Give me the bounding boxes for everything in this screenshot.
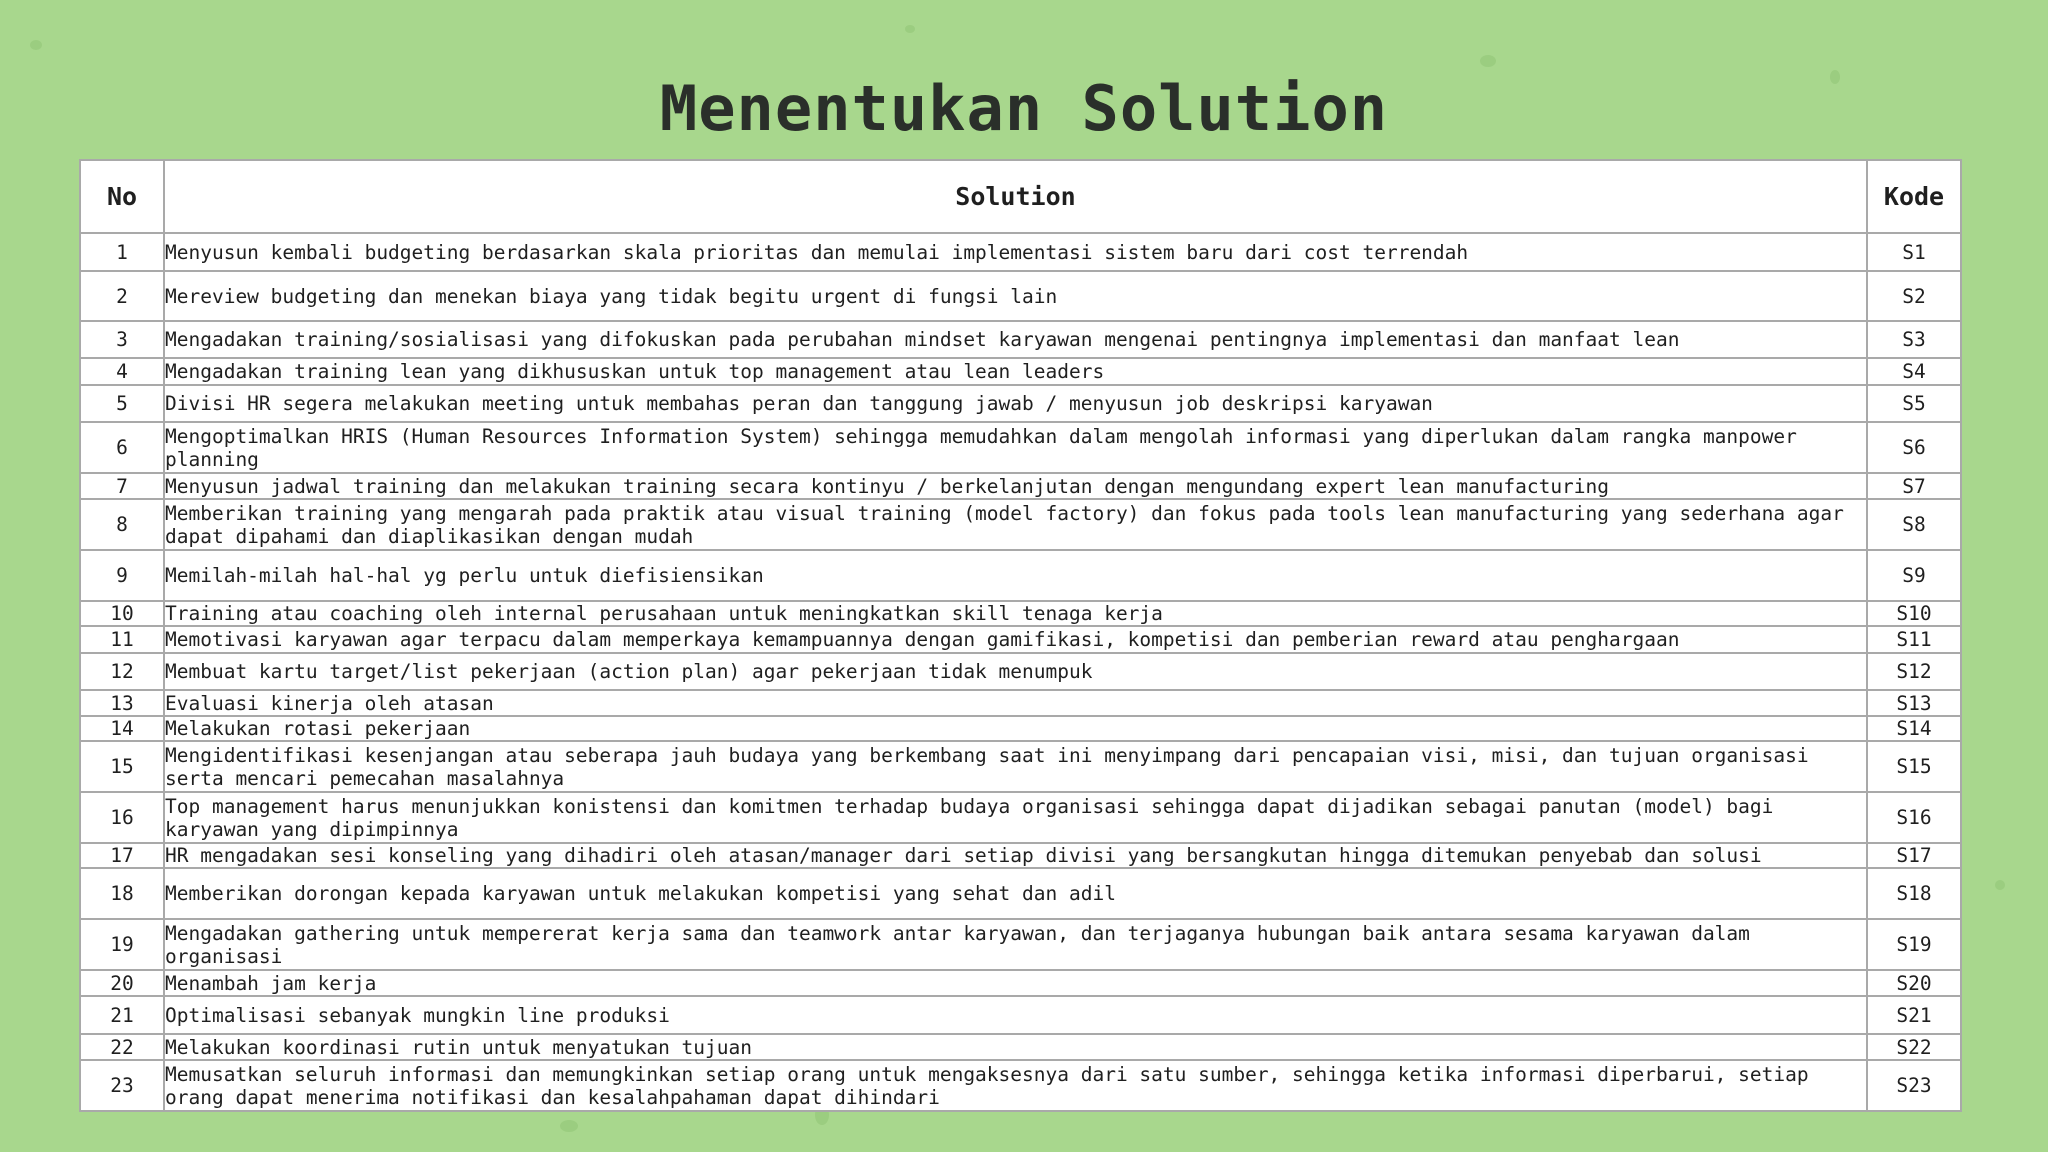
row-no: 7 [80, 473, 164, 499]
table-row [80, 550, 1961, 601]
row-no: 14 [80, 716, 164, 741]
table-row [80, 473, 1961, 499]
table-row [80, 996, 1961, 1034]
row-no: 13 [80, 690, 164, 716]
table-row [80, 358, 1961, 385]
row-no: 19 [80, 919, 164, 970]
background-speck [1480, 55, 1496, 67]
row-no: 2 [80, 271, 164, 321]
row-solution: Optimalisasi sebanyak mungkin line produksi [164, 996, 1867, 1034]
row-no: 10 [80, 601, 164, 626]
row-no: 8 [80, 499, 164, 550]
row-kode: S18 [1867, 868, 1961, 919]
row-no: 17 [80, 843, 164, 868]
row-solution: Divisi HR segera melakukan meeting untuk membahas peran dan tanggung jawab / menyusun job deskripsi karyawan [164, 385, 1867, 422]
row-solution: Memilah-milah hal-hal yg perlu untuk diefisiensikan [164, 550, 1867, 601]
table-row [80, 843, 1961, 868]
table-row [80, 792, 1961, 843]
row-kode: S12 [1867, 653, 1961, 690]
row-solution: HR mengadakan sesi konseling yang dihadiri oleh atasan/manager dari setiap divisi yang bersangkutan hingga ditemukan penyebab dan solusi [164, 843, 1867, 868]
row-kode: S23 [1867, 1060, 1961, 1111]
row-solution: Mengadakan training lean yang dikhususkan untuk top management atau lean leaders [164, 358, 1867, 385]
row-no: 21 [80, 996, 164, 1034]
row-solution: Training atau coaching oleh internal perusahaan untuk meningkatkan skill tenaga kerja [164, 601, 1867, 626]
row-solution: Mengidentifikasi kesenjangan atau seberapa jauh budaya yang berkembang saat ini menyimpang dari pencapaian visi, misi, dan tujuan organisasi serta mencari pemecahan masalahnya [164, 741, 1867, 792]
row-kode: S1 [1867, 233, 1961, 271]
background-speck [905, 25, 915, 33]
row-no: 9 [80, 550, 164, 601]
row-solution: Mengadakan training/sosialisasi yang difokuskan pada perubahan mindset karyawan mengenai pentingnya implementasi dan manfaat lean [164, 321, 1867, 358]
table-row [80, 1060, 1961, 1111]
row-solution: Memberikan training yang mengarah pada praktik atau visual training (model factory) dan fokus pada tools lean manufacturing yang sederhana agar dapat dipahami dan diaplikasikan dengan mudah [164, 499, 1867, 550]
table-row [80, 601, 1961, 626]
row-kode: S3 [1867, 321, 1961, 358]
table-row [80, 868, 1961, 919]
row-no: 4 [80, 358, 164, 385]
table-row [80, 690, 1961, 716]
table-row [80, 653, 1961, 690]
row-kode: S9 [1867, 550, 1961, 601]
row-solution: Menyusun kembali budgeting berdasarkan skala prioritas dan memulai implementasi sistem baru dari cost terrendah [164, 233, 1867, 271]
row-kode: S16 [1867, 792, 1961, 843]
table-row [80, 1034, 1961, 1060]
row-kode: S10 [1867, 601, 1961, 626]
table-row [80, 271, 1961, 321]
row-solution: Mereview budgeting dan menekan biaya yang tidak begitu urgent di fungsi lain [164, 271, 1867, 321]
row-kode: S5 [1867, 385, 1961, 422]
row-kode: S4 [1867, 358, 1961, 385]
row-kode: S11 [1867, 626, 1961, 653]
row-kode: S14 [1867, 716, 1961, 741]
row-kode: S22 [1867, 1034, 1961, 1060]
row-no: 11 [80, 626, 164, 653]
header-solution: Solution [164, 160, 1867, 233]
row-kode: S6 [1867, 422, 1961, 473]
table-row [80, 716, 1961, 741]
solution-table-container [79, 159, 1962, 1111]
row-kode: S8 [1867, 499, 1961, 550]
row-kode: S13 [1867, 690, 1961, 716]
row-solution: Membuat kartu target/list pekerjaan (action plan) agar pekerjaan tidak menumpuk [164, 653, 1867, 690]
row-kode: S15 [1867, 741, 1961, 792]
header-no: No [80, 160, 164, 233]
row-kode: S2 [1867, 271, 1961, 321]
solution-table [79, 159, 1962, 1112]
row-solution: Memusatkan seluruh informasi dan memungkinkan setiap orang untuk mengaksesnya dari satu sumber, sehingga ketika informasi diperbarui, setiap orang dapat menerima notifikasi dan kesalahpahaman dapat dihindari [164, 1060, 1867, 1111]
row-solution: Menambah jam kerja [164, 970, 1867, 996]
row-solution: Mengadakan gathering untuk mempererat kerja sama dan teamwork antar karyawan, dan terjaganya hubungan baik antara sesama karyawan dalam organisasi [164, 919, 1867, 970]
table-row [80, 385, 1961, 422]
table-row [80, 233, 1961, 271]
row-solution: Memotivasi karyawan agar terpacu dalam memperkaya kemampuannya dengan gamifikasi, kompetisi dan pemberian reward atau penghargaan [164, 626, 1867, 653]
row-kode: S7 [1867, 473, 1961, 499]
row-solution: Melakukan koordinasi rutin untuk menyatukan tujuan [164, 1034, 1867, 1060]
row-solution: Melakukan rotasi pekerjaan [164, 716, 1867, 741]
background-speck [560, 1120, 578, 1132]
background-speck [1995, 880, 2005, 890]
table-row [80, 970, 1961, 996]
row-no: 20 [80, 970, 164, 996]
row-no: 1 [80, 233, 164, 271]
row-no: 16 [80, 792, 164, 843]
row-no: 15 [80, 741, 164, 792]
background-speck [30, 40, 42, 50]
row-no: 5 [80, 385, 164, 422]
row-kode: S19 [1867, 919, 1961, 970]
row-kode: S17 [1867, 843, 1961, 868]
row-solution: Memberikan dorongan kepada karyawan untuk melakukan kompetisi yang sehat dan adil [164, 868, 1867, 919]
row-solution: Top management harus menunjukkan konistensi dan komitmen terhadap budaya organisasi sehingga dapat dijadikan sebagai panutan (model) bagi karyawan yang dipimpinnya [164, 792, 1867, 843]
row-solution: Evaluasi kinerja oleh atasan [164, 690, 1867, 716]
row-no: 12 [80, 653, 164, 690]
row-solution: Menyusun jadwal training dan melakukan training secara kontinyu / berkelanjutan dengan mengundang expert lean manufacturing [164, 473, 1867, 499]
row-solution: Mengoptimalkan HRIS (Human Resources Information System) sehingga memudahkan dalam mengolah informasi yang diperlukan dalam rangka manpower planning [164, 422, 1867, 473]
table-row [80, 499, 1961, 550]
header-kode: Kode [1867, 160, 1961, 233]
table-row [80, 626, 1961, 653]
row-kode: S20 [1867, 970, 1961, 996]
table-header-row [80, 160, 1961, 233]
row-no: 22 [80, 1034, 164, 1060]
row-no: 23 [80, 1060, 164, 1111]
row-kode: S21 [1867, 996, 1961, 1034]
table-row [80, 741, 1961, 792]
page-title: Menentukan Solution [659, 72, 1389, 145]
row-no: 18 [80, 868, 164, 919]
row-no: 3 [80, 321, 164, 358]
table-row [80, 422, 1961, 473]
table-row [80, 321, 1961, 358]
row-no: 6 [80, 422, 164, 473]
table-row [80, 919, 1961, 970]
